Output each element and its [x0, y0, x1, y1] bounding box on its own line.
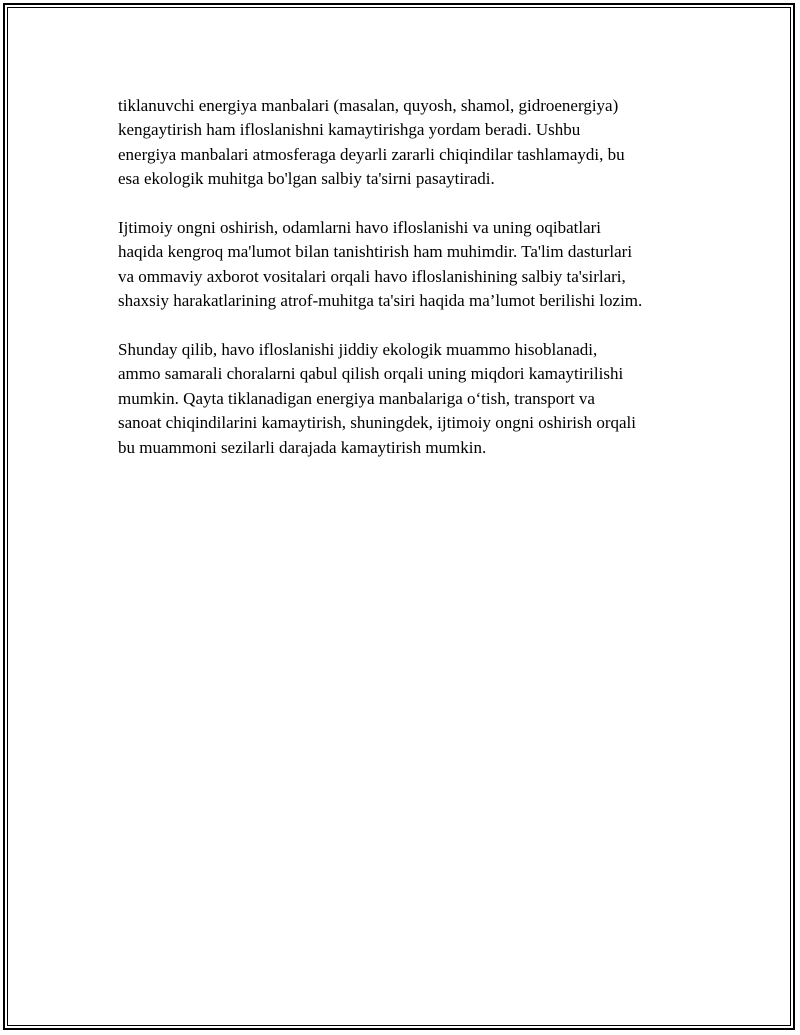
paragraph-public-awareness [118, 216, 698, 314]
paragraph-renewable-energy [118, 94, 698, 192]
text-line: ammo samarali choralarni qabul qilish orqali uning miqdori kamaytirilishi [118, 364, 624, 384]
text-line: kengaytirish ham ifloslanishni kamaytirishga yordam beradi. Ushbu [118, 120, 581, 140]
text-line: Ijtimoiy ongni oshirish, odamlarni havo ifloslanishi va uning oqibatlari [118, 218, 602, 238]
text-line: haqida kengroq ma'lumot bilan tanishtirish ham muhimdir. Ta'lim dasturlari [118, 242, 633, 262]
text-line: shaxsiy harakatlarining atrof-muhitga ta'siri haqida ma’lumot berilishi lozim. [118, 291, 643, 311]
text-line: bu muammoni sezilarli darajada kamaytirish mumkin. [118, 437, 487, 457]
text-line: esa ekologik muhitga bo'lgan salbiy ta'sirni pasaytiradi. [118, 169, 495, 189]
document-body [118, 94, 698, 484]
text-line: energiya manbalari atmosferaga deyarli zararli chiqindilar tashlamaydi, bu [118, 144, 625, 164]
paragraph-conclusion [118, 338, 698, 460]
text-line: sanoat chiqindilarini kamaytirish, shuningdek, ijtimoiy ongni oshirish orqali [118, 413, 636, 433]
text-line: va ommaviy axborot vositalari orqali havo ifloslanishining salbiy ta'sirlari, [118, 266, 626, 286]
text-line: tiklanuvchi energiya manbalari (masalan, quyosh, shamol, gidroenergiya) [118, 96, 619, 115]
text-line: Shunday qilib, havo ifloslanishi jiddiy ekologik muammo hisoblanadi, [118, 340, 598, 360]
text-line: mumkin. Qayta tiklanadigan energiya manbalariga o‘tish, transport va [118, 388, 595, 408]
